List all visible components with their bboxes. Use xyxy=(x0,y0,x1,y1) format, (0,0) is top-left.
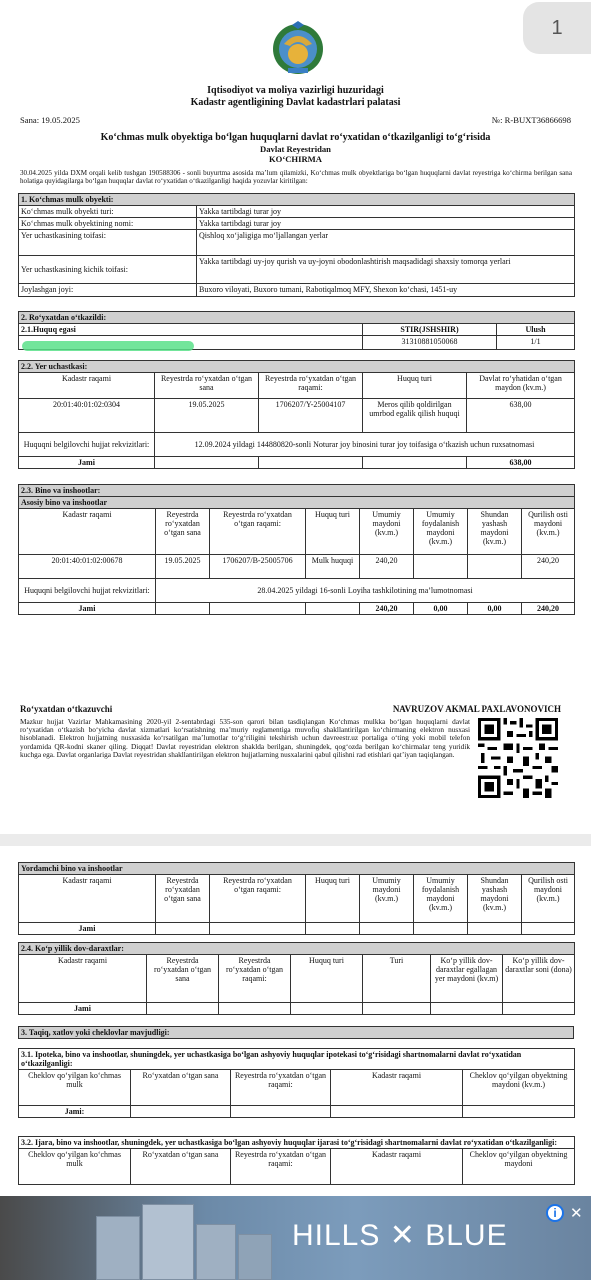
bld-total-label: Jami xyxy=(19,603,156,615)
owner-redaction-mark xyxy=(22,341,194,351)
lease-col-property: Cheklov qo‘yilgan ko‘chmas mulk xyxy=(19,1149,131,1185)
aux-col-total-area: Umumiy maydoni (kv.m.) xyxy=(360,875,414,923)
state-emblem-icon xyxy=(270,20,326,76)
bld-footprint-area-sum: 240,20 xyxy=(522,603,575,615)
land-area-value: 638,00 xyxy=(467,399,575,433)
lease-title: 3.2. Ijara, bino va inshootlar, shuningdek, yer uchastkasiga bo‘lgan ashyoviy huquqlar ijarasi to‘g‘risidagi shartnomalarni davlat ro‘yxatidan o‘tkazilganligi: xyxy=(19,1137,575,1149)
bld-col-footprint-area: Qurilish osti maydoni (kv.m.) xyxy=(522,509,575,555)
property-type-value: Yakka tartibdagi turar joy xyxy=(197,206,575,218)
aux-col-living-area: Shundan yashash maydoni (kv.m.) xyxy=(468,875,522,923)
aux-col-reg-number: Reyestrda ro‘yxatdan o‘tgan raqami: xyxy=(210,875,306,923)
ad-building-image xyxy=(96,1216,140,1280)
share-header: Ulush xyxy=(497,324,575,336)
aux-total-label: Jami xyxy=(19,923,156,935)
land-doc-value: 12.09.2024 yildagi 144880820-sonli Noturar joy binosini turar joy toifasiga o‘tkazish uchun ruxsatnomasi xyxy=(155,433,575,457)
land-cadastre-value: 20:01:40:01:02:0304 xyxy=(19,399,155,433)
buildings-section-title: 2.3. Bino va inshootlar: xyxy=(19,485,575,497)
ad-brand-right: BLUE xyxy=(425,1219,508,1252)
mortgage-col-reg-number: Reyestrda ro‘yxatdan o‘tgan raqami: xyxy=(231,1070,331,1106)
document-date: Sana: 19.05.2025 xyxy=(20,115,80,125)
agency-name: Kadastr agentligining Davlat kadastrlari palatasi xyxy=(190,97,401,108)
bld-living-area-sum: 0,00 xyxy=(468,603,522,615)
land-col-cadastre: Kadastr raqami xyxy=(19,373,155,399)
bld-reg-date-value: 19.05.2025 xyxy=(156,555,210,579)
main-buildings-subtitle: Asosiy bino va inshootlar xyxy=(19,497,575,509)
bld-total-area-value: 240,20 xyxy=(360,555,414,579)
legal-note: Mazkur hujjat Vazirlar Mahkamasining 2020-yil 2-sentabrdagi 535-son qarori bilan tasdiqlangan Ko‘chmas mulkka bo‘lgan huquqlarni davlat ro‘yxatidan o‘tkazish bo‘yicha davlat xizmatlari ko‘rsatishning ma’muriy reglamentiga muvofiq shakllantirilgan ko‘chirmaning elektron nusxasi hisoblanadi. Elektron hujjatning nusxasida ko‘rsatilgan ma’lumotlar to‘g‘riligini tekshirish uchun davreestr.uz portaliga o‘ting yoki mobil telefon yordamida QR-kodni skaner qiling. Diqqat! Davlat reyestridan elektron shaklda berilgan, shuningdek, qog‘ozda berilgan ko‘chirmalar teng yuridik kuchga ega. Davlat organlariga Davlat reyestridan shakllantirilgan elektron hujjatlarning nusxalarini qabul qilishni rad etishlari qat’iyan taqiqlangan. xyxy=(20,717,470,759)
document-page-2 xyxy=(0,846,591,1196)
bld-col-right-type: Huquq turi xyxy=(306,509,360,555)
bld-reg-number-value: 1706207/B-25005706 xyxy=(210,555,306,579)
ad-building-image xyxy=(142,1204,194,1280)
perennial-trees-table xyxy=(18,942,575,1015)
aux-col-cadastre: Kadastr raqami xyxy=(19,875,156,923)
lease-table xyxy=(18,1136,575,1185)
property-name-value: Yakka tartibdagi turar joy xyxy=(197,218,575,230)
trees-col-right-type: Huquq turi xyxy=(291,955,363,1003)
bld-footprint-area-value: 240,20 xyxy=(522,555,575,579)
bld-living-area-value xyxy=(468,555,522,579)
location-value: Buxoro viloyati, Buxoro tumani, Rabotiqalmoq MFY, Shexon ko‘chasi, 1451-uy xyxy=(197,284,575,297)
land-col-area: Davlat ro‘yhatidan o‘tgan maydon (kv.m.) xyxy=(467,373,575,399)
land-subcategory-label: Yer uchastkasining kichik toifasi: xyxy=(19,256,197,284)
land-section-title: 2.2. Yer uchastkasi: xyxy=(19,361,575,373)
registrar-name: NAVRUZOV AKMAL PAXLAVONOVICH xyxy=(392,704,561,714)
ad-close-icon[interactable]: ✕ xyxy=(570,1204,583,1222)
owner-header: 2.1.Huquq egasi xyxy=(19,324,363,336)
bld-col-total-area: Umumiy maydoni (kv.m.) xyxy=(360,509,414,555)
land-total-value: 638,00 xyxy=(467,457,575,469)
mortgage-title: 3.1. Ipoteka, bino va inshootlar, shuningdek, yer uchastkasiga bo‘lgan ashyoviy huquqlar ipotekasi to‘g‘risidagi shartnomalarni davlat ro‘yxatidan o‘tkazilganligi: xyxy=(19,1049,575,1070)
land-reg-number-value: 1706207/Y-25004107 xyxy=(259,399,363,433)
document-title-line3: KO‘CHIRMA xyxy=(269,154,322,164)
qr-code-icon[interactable] xyxy=(478,718,558,798)
lease-col-cadastre: Kadastr raqami xyxy=(331,1149,463,1185)
property-type-label: Ko‘chmas mulk obyekti turi: xyxy=(19,206,197,218)
trees-total-label: Jami xyxy=(19,1003,147,1015)
trees-col-cadastre: Kadastr raqami xyxy=(19,955,147,1003)
document-number: №: R-BUXT36866698 xyxy=(491,115,571,125)
stir-value: 31310881050068 xyxy=(363,336,497,350)
restrictions-title: 3. Taqiq, xatlov yoki cheklovlar mavjudligi: xyxy=(19,1027,574,1039)
land-right-type-value: Meros qilib qoldirilgan umrbod egalik qilish huquqi xyxy=(363,399,467,433)
trees-col-type: Turi xyxy=(363,955,431,1003)
buildings-table xyxy=(18,484,575,615)
auxiliary-title: Yordamchi bino va inshootlar xyxy=(19,863,575,875)
trees-col-reg-date: Reyestrda ro‘yxatdan o‘tgan sana xyxy=(147,955,219,1003)
stir-header: STIR(JSHSHIR) xyxy=(363,324,497,336)
auxiliary-buildings-table xyxy=(18,862,575,935)
ad-brand-x: ✕ xyxy=(389,1219,416,1252)
ad-banner[interactable] xyxy=(0,1196,591,1280)
document-title-line2: Davlat Reyestridan xyxy=(260,144,331,154)
land-category-value: Qishloq xo‘jaligiga mo‘ljallangan yerlar xyxy=(197,230,575,256)
land-col-reg-date: Reyestrda ro‘yxatdan o‘tgan sana xyxy=(155,373,259,399)
lease-col-reg-number: Reyestrda ro‘yxatdan o‘tgan raqami: xyxy=(231,1149,331,1185)
intro-paragraph: 30.04.2025 yilda DXM orqali kelib tushgan 190588306 - sonli buyurtma asosida ma’lum qilamizki, Ko‘chmas mulk obyektlariga bo‘lgan huquqlarni davlat reyestriga ko‘chirma berilgan sana holatiga quyidagilarga bo‘lgan huquqlar davlat ro‘yxatidan o‘tkazilganligi haqida yozuvlar kiritilgan: xyxy=(20,169,572,185)
property-object-table xyxy=(18,193,575,297)
document-title-line1: Ko‘chmas mulk obyektiga bo‘lgan huquqlarni davlat ro‘yxatidan o‘tkazilganligi to‘g‘risida xyxy=(100,132,491,143)
bld-right-type-value: Mulk huquqi xyxy=(306,555,360,579)
property-name-label: Ko‘chmas mulk obyektining nomi: xyxy=(19,218,197,230)
land-total-label: Jami xyxy=(19,457,155,469)
land-category-label: Yer uchastkasining toifasi: xyxy=(19,230,197,256)
bld-doc-value: 28.04.2025 yildagi 16-sonli Loyiha tashkilotining ma’lumotnomasi xyxy=(156,579,575,603)
page-number-badge: 1 xyxy=(523,2,591,54)
aux-col-reg-date: Reyestrda ro‘yxatdan o‘tgan sana xyxy=(156,875,210,923)
restrictions-table xyxy=(18,1026,574,1039)
lease-col-area: Cheklov qo‘yilgan obyektning maydoni xyxy=(463,1149,575,1185)
mortgage-table xyxy=(18,1048,575,1118)
bld-col-reg-number: Reyestrda ro‘yxatdan o‘tgan raqami: xyxy=(210,509,306,555)
land-col-reg-number: Reyestrda ro‘yxatdan o‘tgan raqami: xyxy=(259,373,363,399)
bld-col-living-area: Shundan yashash maydoni (kv.m.) xyxy=(468,509,522,555)
mortgage-col-cadastre: Kadastr raqami xyxy=(331,1070,463,1106)
trees-title: 2.4. Ko‘p yillik dov-daraxtlar: xyxy=(19,943,575,955)
mortgage-total-label: Jami: xyxy=(19,1106,131,1118)
ministry-name: Iqtisodiyot va moliya vazirligi huzuridagi xyxy=(207,85,384,96)
land-subcategory-value: Yakka tartibdagi uy-joy qurish va uy-joyni obodonlashtirish maqsadidagi shaxsiy tomorqa yerlari xyxy=(197,256,575,284)
ad-brand-logo[interactable] xyxy=(292,1218,508,1253)
ad-building-image xyxy=(238,1234,272,1280)
bld-col-cadastre: Kadastr raqami xyxy=(19,509,156,555)
bld-total-area-sum: 240,20 xyxy=(360,603,414,615)
lease-col-reg-date: Ro‘yxatdan o‘tgan sana xyxy=(131,1149,231,1185)
bld-common-area-sum: 0,00 xyxy=(414,603,468,615)
land-doc-label: Huquqni belgilovchi hujjat rekvizitlari: xyxy=(19,433,155,457)
share-value: 1/1 xyxy=(497,336,575,350)
ad-info-icon[interactable]: i xyxy=(546,1204,564,1222)
ad-brand-left: HILLS xyxy=(292,1219,381,1252)
aux-col-footprint-area: Qurilish osti maydoni (kv.m.) xyxy=(522,875,575,923)
bld-col-common-area: Umumiy foydalanish maydoni (kv.m.) xyxy=(414,509,468,555)
land-plot-table xyxy=(18,360,575,469)
land-reg-date-value: 19.05.2025 xyxy=(155,399,259,433)
bld-cadastre-value: 20:01:40:01:02:00678 xyxy=(19,555,156,579)
trees-col-count: Ko‘p yillik dov-daraxtlar soni (dona) xyxy=(503,955,575,1003)
land-col-right-type: Huquq turi xyxy=(363,373,467,399)
aux-col-right-type: Huquq turi xyxy=(306,875,360,923)
section2-title: 2. Ro‘yxatdan o‘tkazildi: xyxy=(19,312,575,324)
trees-col-land-area: Ko‘p yillik dov-daraxtlar egallagan yer maydoni (kv.m) xyxy=(431,955,503,1003)
mortgage-col-reg-date: Ro‘yxatdan o‘tgan sana xyxy=(131,1070,231,1106)
bld-common-area-value xyxy=(414,555,468,579)
aux-col-common-area: Umumiy foydalanish maydoni (kv.m.) xyxy=(414,875,468,923)
ad-building-image xyxy=(196,1224,236,1280)
location-label: Joylashgan joyi: xyxy=(19,284,197,297)
mortgage-col-property: Cheklov qo‘yilgan ko‘chmas mulk xyxy=(19,1070,131,1106)
bld-doc-label: Huquqni belgilovchi hujjat rekvizitlari: xyxy=(19,579,156,603)
trees-col-reg-number: Reyestrda ro‘yxatdan o‘tgan raqami: xyxy=(219,955,291,1003)
mortgage-col-area: Cheklov qo‘yilgan obyektning maydoni (kv.m.) xyxy=(463,1070,575,1106)
section1-title: 1. Ko‘chmas mulk obyekti: xyxy=(19,194,575,206)
bld-col-reg-date: Reyestrda ro‘yxatdan o‘tgan sana xyxy=(156,509,210,555)
registrar-role: Ro‘yxatdan o‘tkazuvchi xyxy=(20,704,113,714)
